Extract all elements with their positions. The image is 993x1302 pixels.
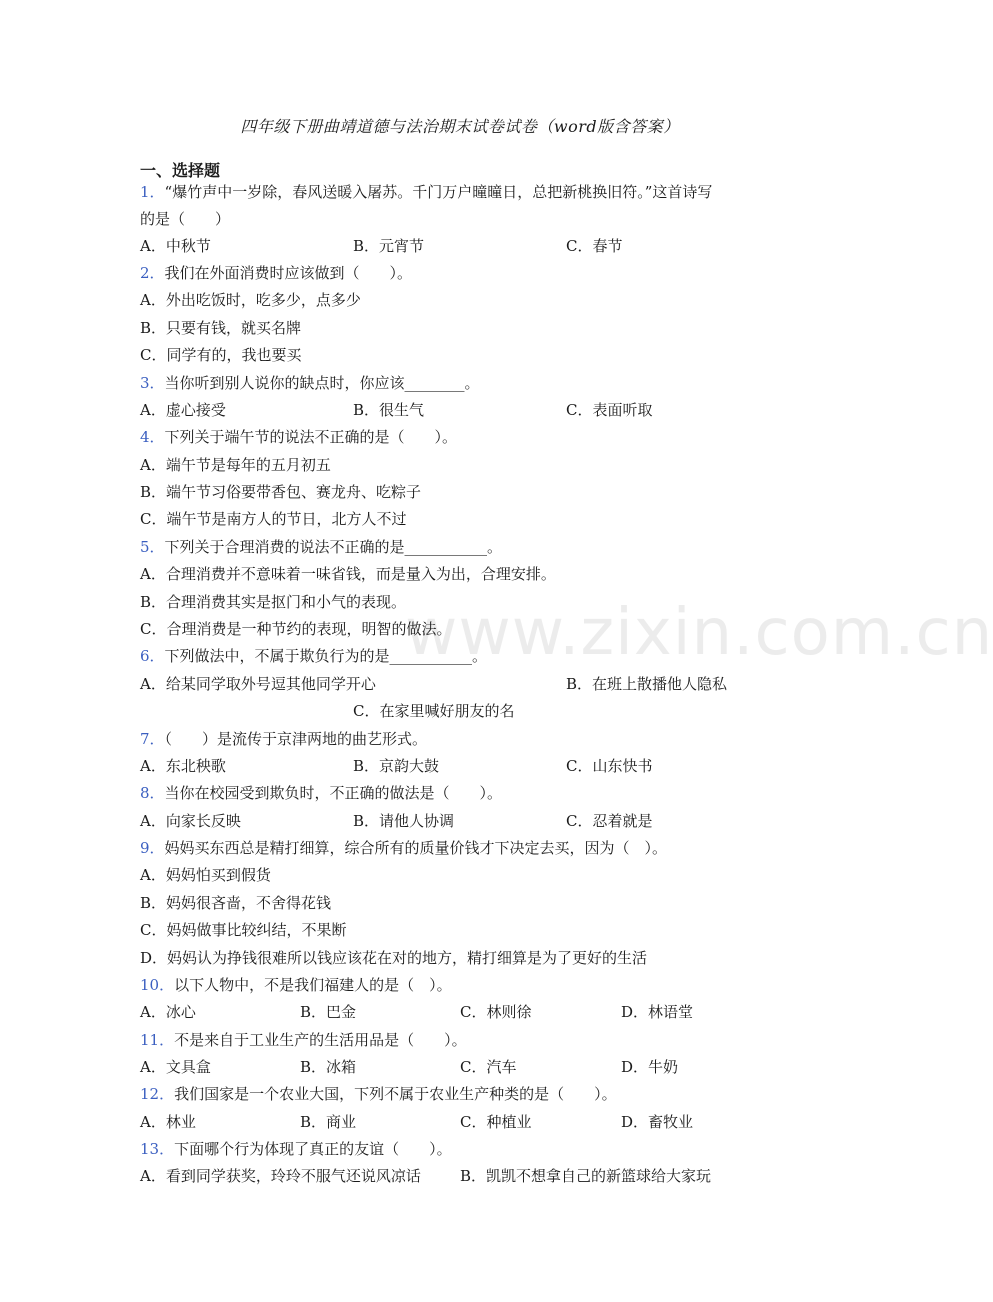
option-b: B．元宵节 [353,237,425,255]
question-number: 8． [140,784,165,802]
question-text: 我们国家是一个农业大国，下列不属于农业生产种类的是（ ）。 [174,1085,617,1103]
option-b: B．京韵大鼓 [353,757,440,775]
question-number: 2． [140,264,165,282]
question-text: 以下人物中，不是我们福建人的是（ ）。 [174,976,452,994]
question-text: 不是来自于工业生产的生活用品是（ ）。 [174,1031,467,1049]
option-d: D．妈妈认为挣钱很难所以钱应该花在对的地方，精打细算是为了更好的生活 [140,949,648,967]
question-5 [140,537,502,557]
option-c: C．春节 [566,237,623,255]
option-a: A．给某同学取外号逗其他同学开心 [140,675,376,693]
option-b: B．在班上散播他人隐私 [566,675,728,693]
option-a: A．看到同学获奖，玲玲不服气还说风凉话 [140,1167,421,1185]
question-number: 5． [140,538,165,556]
option-c: C．忍着就是 [566,812,653,830]
question-text: 当你在校园受到欺负时，不正确的做法是（ ）。 [164,784,503,802]
question-2 [140,263,412,283]
question-13 [140,1139,452,1159]
option-c: C．同学有的，我也要买 [140,346,302,364]
option-a: A．端午节是每年的五月初五 [140,456,331,474]
option-b: B．端午节习俗要带香包、赛龙舟、吃粽子 [140,483,422,501]
question-3 [140,373,480,393]
option-c: C．端午节是南方人的节日，北方人不过 [140,510,407,528]
question-1-continued: 的是（ ） [140,210,231,228]
option-c: C．林则徐 [460,1003,532,1021]
question-text: 我们在外面消费时应该做到（ ）。 [164,264,413,282]
question-number: 10． [140,976,175,994]
question-number: 3． [140,374,165,392]
option-b: B．冰箱 [300,1058,357,1076]
option-c: C．合理消费是一种节约的表现，明智的做法。 [140,620,452,638]
section-heading: 一、选择题 [140,161,221,180]
question-number: 6． [140,647,165,665]
option-a: A．虚心接受 [140,401,226,419]
option-b: B．凯凯不想拿自己的新篮球给大家玩 [460,1167,712,1185]
question-number: 9． [140,839,165,857]
option-b: B．只要有钱，就买名牌 [140,319,302,337]
question-text: 当你听到别人说你的缺点时，你应该________。 [164,374,480,392]
question-1 [140,182,712,202]
question-text: “爆竹声中一岁除，春风送暖入屠苏。千门万户曈曈日，总把新桃换旧符。”这首诗写 [164,183,713,201]
question-6 [140,646,487,666]
option-a: A．林业 [140,1113,196,1131]
question-number: 1． [140,183,165,201]
question-number: 7． [140,730,165,748]
watermark: www.zixin.com.cn [405,596,993,670]
option-b: B．请他人协调 [353,812,455,830]
question-4 [140,427,457,447]
question-11 [140,1030,467,1050]
question-number: 11． [140,1031,175,1049]
question-10 [140,975,452,995]
option-b: B．合理消费其实是抠门和小气的表现。 [140,593,407,611]
option-b: B．妈妈很吝啬，不舍得花钱 [140,894,332,912]
option-c: C．妈妈做事比较纠结，不果断 [140,921,347,939]
option-a: A．文具盒 [140,1058,211,1076]
question-text: 下列关于端午节的说法不正确的是（ ）。 [164,428,458,446]
question-8 [140,783,502,803]
question-number: 12． [140,1085,175,1103]
option-a: A．东北秧歌 [140,757,226,775]
question-number: 4． [140,428,165,446]
question-9 [140,838,667,858]
option-c: C．表面听取 [566,401,653,419]
option-c: C．种植业 [460,1113,532,1131]
option-a: A．合理消费并不意味着一味省钱，而是量入为出，合理安排。 [140,565,556,583]
question-7 [140,729,427,749]
question-text: （ ）是流传于京津两地的曲艺形式。 [164,730,428,748]
document-title: 四年级下册曲靖道德与法治期末试卷试卷（word版含答案） [240,117,680,136]
option-a: A．向家长反映 [140,812,241,830]
option-d: D．林语堂 [621,1003,694,1021]
question-number: 13． [140,1140,175,1158]
option-a: A．中秋节 [140,237,211,255]
option-a: A．妈妈怕买到假货 [140,866,271,884]
option-a: A．外出吃饭时，吃多少，点多少 [140,291,361,309]
option-b: B．很生气 [353,401,425,419]
option-a: A．冰心 [140,1003,196,1021]
option-c: C．山东快书 [566,757,653,775]
question-text: 下列做法中，不属于欺负行为的是___________。 [164,647,488,665]
question-text: 下面哪个行为体现了真正的友谊（ ）。 [174,1140,452,1158]
option-d: D．牛奶 [621,1058,679,1076]
option-b: B．巴金 [300,1003,357,1021]
question-text: 妈妈买东西总是精打细算，综合所有的质量价钱才下决定去买，因为（ ）。 [164,839,668,857]
option-c: C．在家里喊好朋友的名 [353,702,515,720]
option-c: C．汽车 [460,1058,517,1076]
question-text: 下列关于合理消费的说法不正确的是___________。 [164,538,503,556]
option-d: D．畜牧业 [621,1113,694,1131]
question-12 [140,1084,617,1104]
option-b: B．商业 [300,1113,357,1131]
